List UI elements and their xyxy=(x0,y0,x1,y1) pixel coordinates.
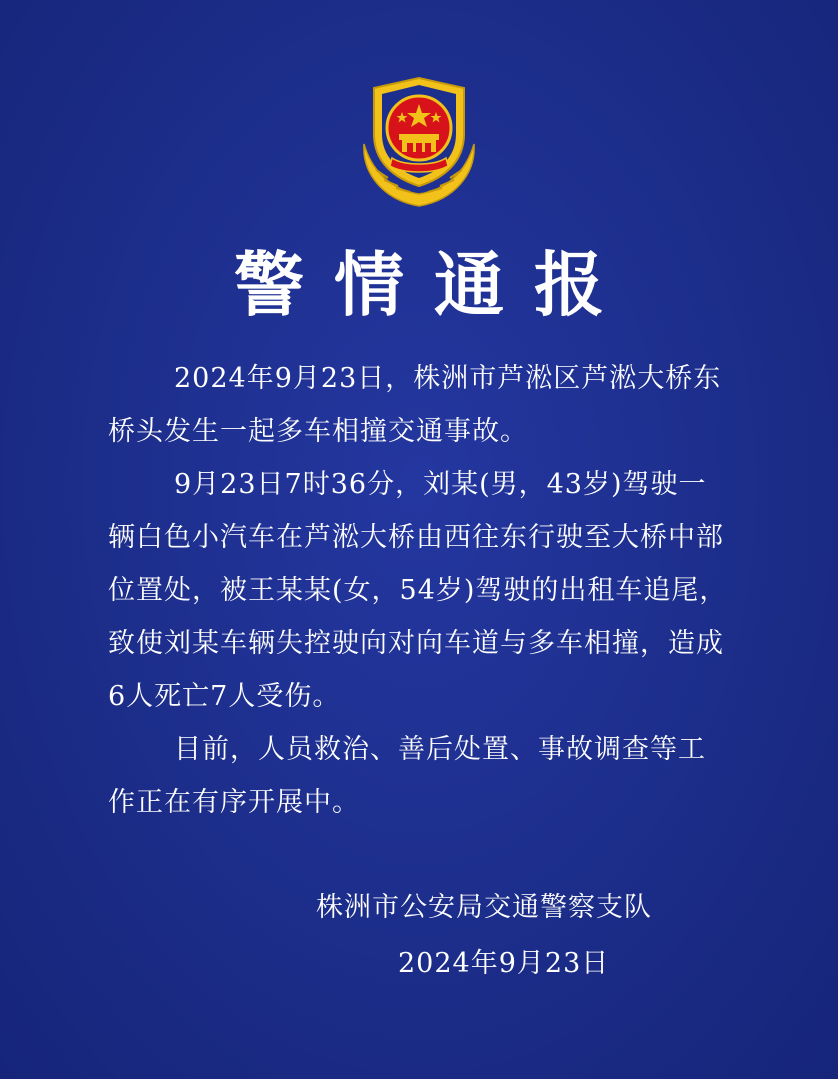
signature-organization: 株洲市公安局交通警察支队 xyxy=(316,892,652,923)
police-emblem-icon xyxy=(354,74,484,208)
signature-date: 2024年9月23日 xyxy=(398,948,610,979)
notice-paragraph-2: 9月23日7时36分，刘某(男，43岁)驾驶一辆白色小汽车在芦淞大桥由西往东行驶至大桥中部位置处，被王某某(女，54岁)驾驶的出租车追尾，致使刘某车辆失控驶向对向车道与多车相撞，造成6人死亡7人受伤。 xyxy=(108,469,728,712)
notice-signature xyxy=(316,880,736,992)
notice-paragraph-3: 目前，人员救治、善后处置、事故调查等工作正在有序开展中。 xyxy=(108,734,706,818)
notice-title: 警情通报 xyxy=(234,244,634,326)
notice-paragraph-1: 2024年9月23日，株洲市芦淞区芦淞大桥东桥头发生一起多车相撞交通事故。 xyxy=(108,363,722,447)
notice-body xyxy=(108,352,728,829)
